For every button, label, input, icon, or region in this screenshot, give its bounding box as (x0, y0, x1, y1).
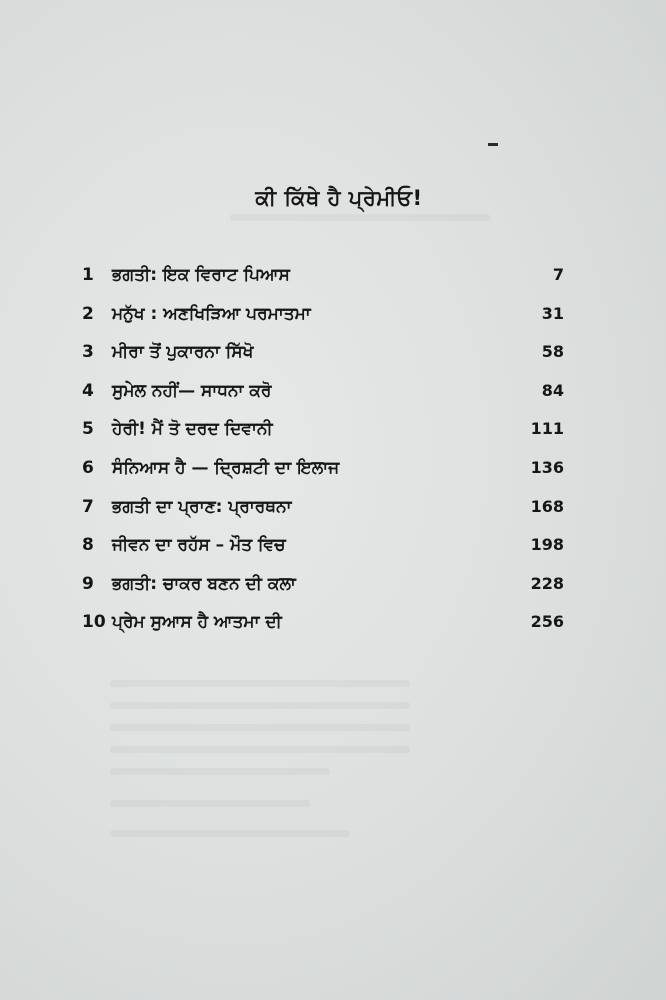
show-through-line (110, 830, 350, 837)
chapter-title: ਜੀਵਨ ਦਾ ਰਹੱਸ – ਮੌਤ ਵਿਚ (112, 535, 286, 556)
chapter-title: ਮੀਰਾ ਤੋਂ ਪੁਕਾਰਨਾ ਸਿੱਖੋ (112, 342, 254, 363)
show-through-line (230, 214, 490, 221)
toc-entry (82, 378, 564, 417)
page-number: 31 (541, 303, 564, 323)
table-of-contents (82, 262, 564, 648)
toc-entry (82, 532, 564, 571)
toc-entry (82, 301, 564, 340)
toc-entry (82, 339, 564, 378)
chapter-number: 8 (82, 535, 94, 556)
chapter-title: ਮਨੁੱਖ : ਅਣਖਿੜਿਆ ਪਰਮਾਤਮਾ (112, 303, 311, 324)
chapter-number: 5 (82, 419, 94, 440)
page-number: 58 (541, 342, 564, 362)
chapter-title: ਸੁਮੇਲ ਨਹੀਂ— ਸਾਧਨਾ ਕਰੋ (112, 380, 272, 401)
page-number: 84 (541, 380, 564, 400)
show-through-line (110, 680, 410, 687)
toc-entry (82, 416, 564, 455)
chapter-title: ਭਗਤੀ: ਇਕ ਵਿਰਾਟ ਪਿਆਸ (112, 265, 290, 285)
page-number: 198 (530, 535, 564, 555)
chapter-number: 10 (82, 612, 106, 633)
page-number: 136 (530, 457, 564, 477)
page-number: 111 (530, 419, 564, 439)
page-number: 7 (552, 265, 564, 284)
chapter-title: ਹੇਰੀ! ਮੈਂ ਤੋ ਦਰਦ ਦਿਵਾਨੀ (112, 419, 273, 440)
toc-entry (82, 609, 564, 648)
page-number: 256 (530, 612, 564, 632)
show-through-line (110, 768, 330, 775)
page-number: 228 (530, 573, 564, 593)
chapter-title: ਭਗਤੀ: ਚਾਕਰ ਬਣਨ ਦੀ ਕਲਾ (112, 573, 296, 594)
page-number: 168 (530, 496, 564, 516)
toc-entry (82, 455, 564, 494)
stray-mark (488, 143, 498, 146)
chapter-number: 9 (82, 573, 94, 594)
chapter-title: ਸੰਨਿਆਸ ਹੈ — ਦ੍ਰਿਸ਼ਟੀ ਦਾ ਇਲਾਜ (112, 457, 340, 478)
show-through-line (110, 746, 410, 753)
show-through-line (110, 800, 310, 807)
toc-entry (82, 571, 564, 610)
toc-entry (82, 494, 564, 533)
show-through-line (110, 724, 410, 731)
toc-heading: ਕੀ ਕਿੱਥੇ ਹੈ ਪ੍ਰੇਮੀਓ! (255, 186, 423, 210)
chapter-number: 1 (82, 265, 94, 285)
chapter-number: 2 (82, 303, 94, 324)
chapter-number: 4 (82, 380, 94, 401)
chapter-number: 3 (82, 342, 94, 363)
show-through-line (110, 702, 410, 709)
chapter-title: ਭਗਤੀ ਦਾ ਪ੍ਰਾਣ: ਪ੍ਰਾਰਥਨਾ (112, 496, 292, 517)
chapter-title: ਪ੍ਰੇਮ ਸੁਆਸ ਹੈ ਆਤਮਾ ਦੀ (112, 612, 282, 633)
toc-entry (82, 262, 564, 301)
chapter-number: 7 (82, 496, 94, 517)
chapter-number: 6 (82, 457, 94, 478)
